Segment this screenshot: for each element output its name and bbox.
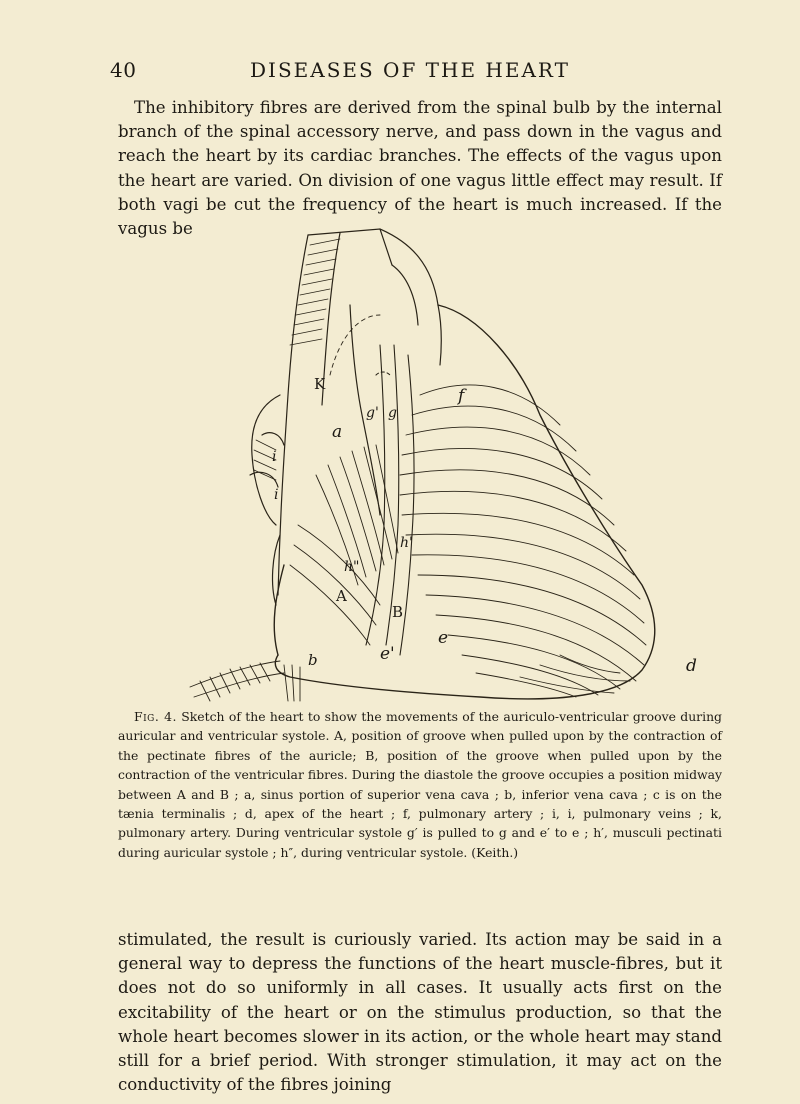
label-g-prime: g' xyxy=(366,405,379,421)
caption-label: Fig. 4. xyxy=(134,709,177,724)
page-header xyxy=(110,58,710,86)
paragraph-bottom: stimulated, the result is curiously varied. Its action may be said in a general way to depress the functions of the heart muscle-fibres, but it does not do so uniformly in all cases. It usually acts first on the excitability of the heart or on the stimulus production, so that the whole heart becomes slower in its action, or the whole heart may stand still for a brief period. With stronger stimulation, it may act on the conductivity of the fibres joining xyxy=(118,930,722,1095)
label-g: g xyxy=(388,405,397,421)
label-e-prime: e' xyxy=(380,644,395,664)
vessel-hatching xyxy=(254,239,343,480)
heart-outline xyxy=(274,305,655,699)
figure-caption xyxy=(118,707,722,862)
auricle-pectinate-fibres xyxy=(290,445,398,645)
page-number: 40 xyxy=(110,58,137,82)
label-e: e xyxy=(438,628,449,648)
caption-text: Sketch of the heart to show the movements of the auriculo-ventricular groove during auricular and ventricular systole. A, position of groove when pulled upon by the contraction of the pectinate fibres of the auricle; B, position of the groove when pulled upon by the contraction of the ventricular fibres. During the diastole the groove occupies a position midway between A and B ; a, sinus portion of superior vena cava ; b, inferior vena cava ; c is on the tænia terminalis ; d, apex of the heart ; f, pulmonary artery ; i, i, pulmonary veins ; k, pulmonary artery. During ventricular systole g′ is pulled to g and e′ to e ; h′, musculi pectinati during auricular systole ; h″, during ventricular systole. (Keith.) xyxy=(118,709,722,860)
label-a: a xyxy=(332,422,343,442)
av-groove-lines xyxy=(366,345,414,655)
label-d: d xyxy=(686,656,697,676)
running-title: DISEASES OF THE HEART xyxy=(250,58,570,82)
ventricle-striations xyxy=(400,385,646,697)
label-h-prime: h' xyxy=(400,535,413,551)
inferior-vena-cava-drawing xyxy=(190,661,300,701)
heart-sketch-figure xyxy=(180,225,720,705)
label-A: A xyxy=(336,587,347,605)
label-f: f xyxy=(458,386,465,406)
label-h-double: h" xyxy=(344,559,360,575)
paragraph-top: The inhibitory fibres are derived from the spinal bulb by the internal branch of the spinal accessory nerve, and pass down in the vagus and reach the heart by its cardiac branches. The effects of the vagus upon the heart are varied. On division of one vagus little effect may result. If both vagi be cut the frequency of the heart is much increased. If the vagus be xyxy=(118,98,722,239)
label-K: K xyxy=(314,375,326,393)
label-b: b xyxy=(308,651,318,669)
label-i-lower: i xyxy=(274,487,279,503)
label-i-upper: i xyxy=(272,449,277,465)
label-B: B xyxy=(392,603,404,621)
